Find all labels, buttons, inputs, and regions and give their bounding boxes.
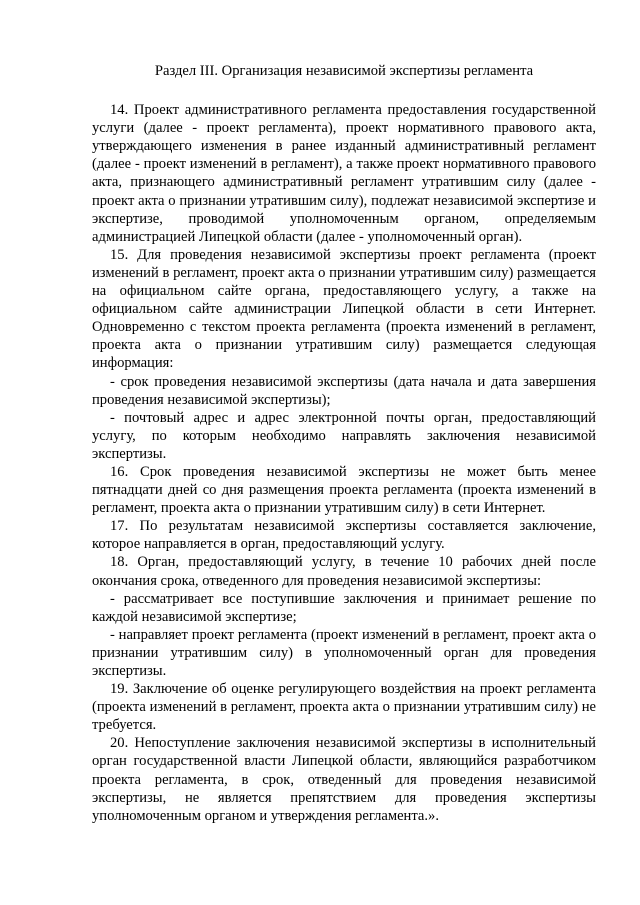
section-title: Раздел III. Организация независимой экспертизы регламента — [154, 63, 534, 79]
list-item-expertise-term: - срок проведения независимой экспертизы (дата начала и дата завершения проведения независимой экспертизы); — [92, 373, 596, 408]
list-item-postal-address: - почтовый адрес и адрес электронной почты орган, предоставляющий услугу, по которым необходимо направлять заключения независимой экспертизы. — [92, 409, 596, 462]
document-body — [92, 62, 596, 825]
paragraph-17: 17. По результатам независимой экспертизы составляется заключение, которое направляется в орган, предоставляющий услугу. — [92, 518, 596, 553]
paragraph-18: 18. Орган, предоставляющий услугу, в течение 10 рабочих дней после окончания срока, отведенного для проведения независимой экспертизы: — [92, 554, 596, 589]
list-item-send-project: - направляет проект регламента (проект изменений в регламент, проект акта о признании утратившим силу) в уполномоченный орган для проведения экспертизы. — [92, 626, 596, 679]
paragraph-20: 20. Непоступление заключения независимой экспертизы в исполнительный орган государственной власти Липецкой области, являющийся разработчиком проекта регламента, в срок, отведенный для проведения независимой экспертизы, не является препятствием для проведения экспертизы уполномоченным органом и утверждения регламента.». — [92, 735, 596, 824]
list-item-review-conclusions: - рассматривает все поступившие заключения и принимает решение по каждой независимой экспертизе; — [92, 590, 596, 625]
paragraph-16: 16. Срок проведения независимой экспертизы не может быть менее пятнадцати дней со дня размещения проекта регламента (проекта изменений в регламент, проекта акта о признании утратившим силу) в сети Интернет. — [92, 463, 596, 517]
paragraph-14: 14. Проект административного регламента предоставления государственной услуги (далее - проект регламента), проект нормативного правового акта, утверждающего изменения в ранее изданный административный регламент (далее - проект изменений в регламент), а также проект нормативного правового акта, признающего административный регламент утратившим силу (далее - проект акта о признании утратившим силу), подлежат независимой экспертизе и экспертизе, проводимой уполномоченным органом, определяемым администрацией Липецкой области (далее - уполномоченный орган). — [92, 102, 596, 245]
paragraph-15: 15. Для проведения независимой экспертизы проект регламента (проект изменений в регламент, проект акта о признании утратившим силу) размещается на официальном сайте органа, предоставляющего услугу, а также на официальном сайте администрации Липецкой области в сети Интернет. Одновременно с текстом проекта регламента (проекта изменений в регламент, проекта акта о признании утратившим силу) размещается следующая информация: — [92, 246, 596, 372]
paragraph-19: 19. Заключение об оценке регулирующего воздействия на проект регламента (проекта изменений в регламент, проекта акта о признании утратившим силу) не требуется. — [92, 681, 596, 734]
